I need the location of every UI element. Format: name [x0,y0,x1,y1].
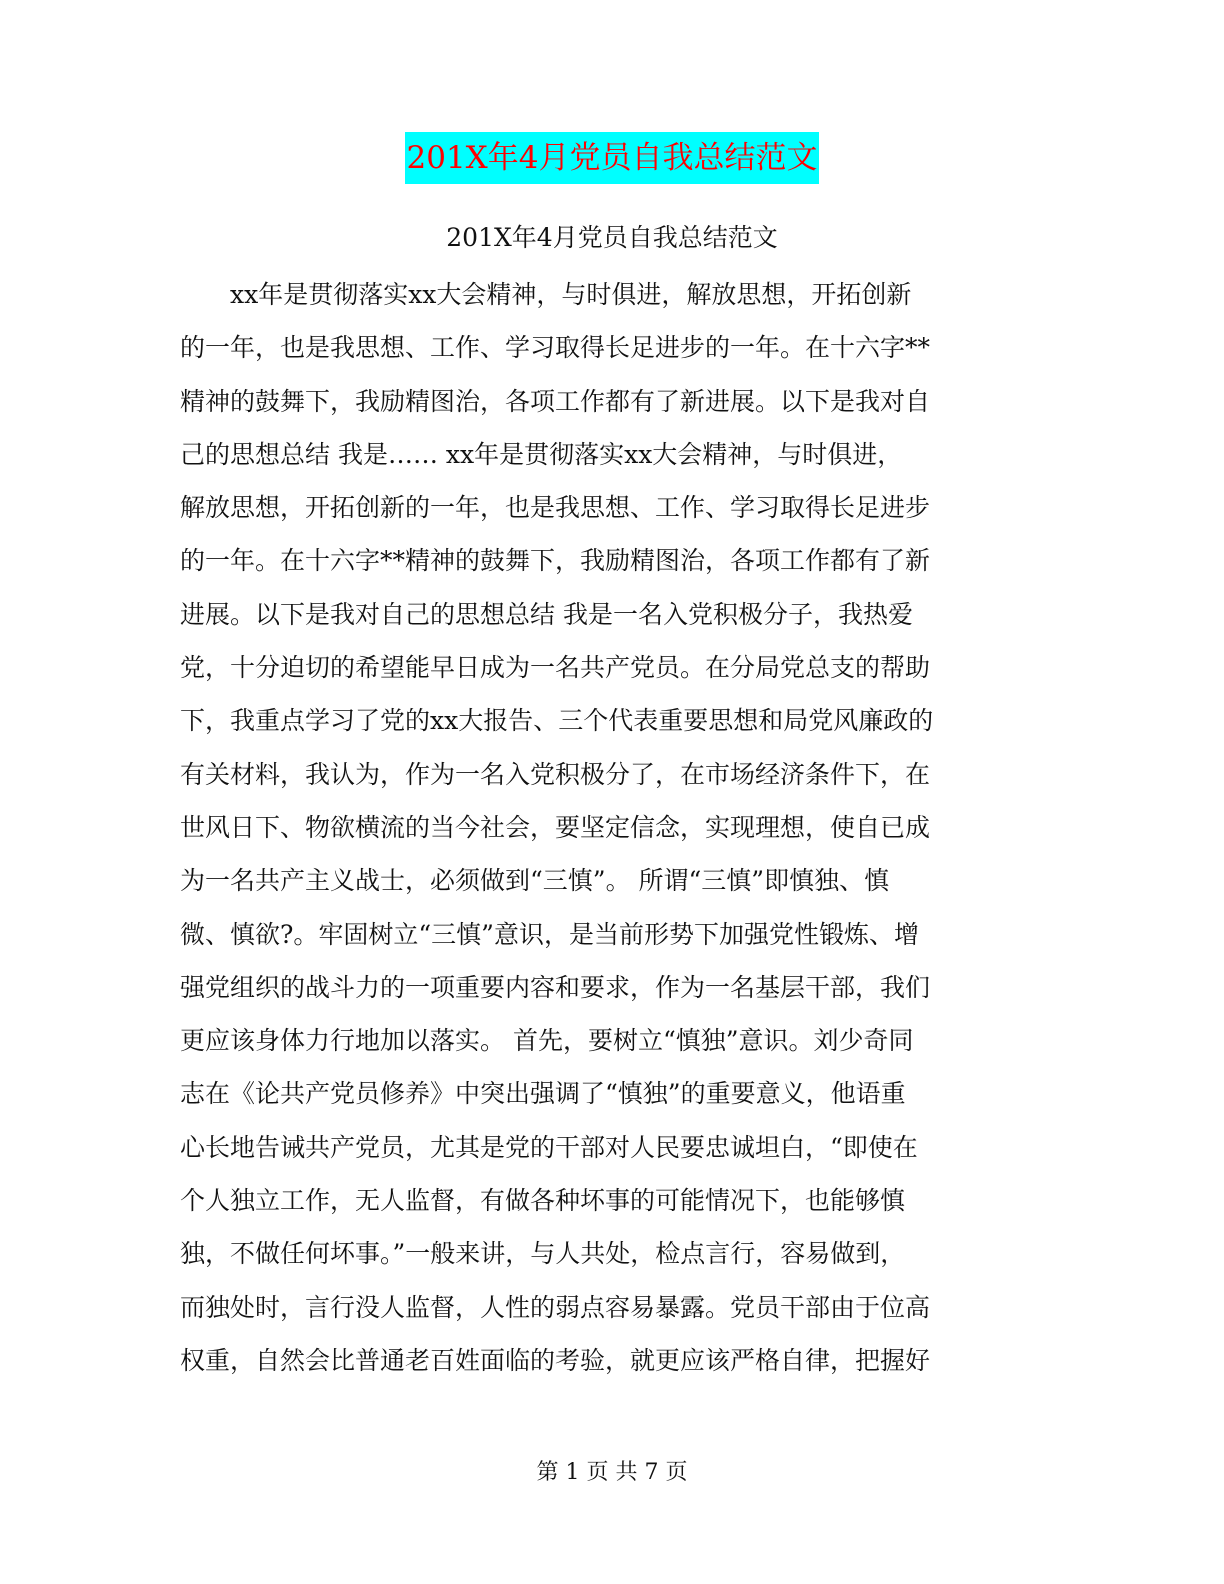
body-line: 独，不做任何坏事。”一般来讲，与人共处，检点言行，容易做到， [180,1239,906,1269]
document-title: 201X年4月党员自我总结范文 [405,132,820,184]
body-line: 的一年，也是我思想、工作、学习取得长足进步的一年。在十六字** [180,333,931,363]
body-line: 有关材料，我认为，作为一名入党积极分了，在市场经济条件下，在 [180,759,931,789]
body-line: 个人独立工作，无人监督，有做各种坏事的可能情况下，也能够慎 [180,1186,906,1216]
body-paragraph [180,268,1040,1387]
body-line: 更应该身体力行地加以落实。 首先，要树立“慎独”意识。刘少奇同 [180,1026,914,1056]
body-line: 权重，自然会比普通老百姓面临的考验，就更应该严格自律，把握好 [180,1345,931,1375]
body-line: xx年是贯彻落实xx大会精神，与时俱进，解放思想，开拓创新 [180,280,912,309]
title-container [0,132,1224,184]
body-line: 为一名共产主义战士，必须做到“三慎”。 所谓“三慎”即慎独、慎 [180,866,890,896]
body-line: 解放思想，开拓创新的一年，也是我思想、工作、学习取得长足进步 [180,493,931,523]
body-line: 党，十分迫切的希望能早日成为一名共产党员。在分局党总支的帮助 [180,653,931,683]
body-line: 世风日下、物欲横流的当今社会，要坚定信念，实现理想，使自已成 [180,812,931,842]
body-line: 进展。以下是我对自己的思想总结 我是一名入党积极分子，我热爱 [180,599,913,629]
body-line: 志在《论共产党员修养》中突出强调了“慎独”的重要意义，他语重 [180,1079,906,1109]
page-footer: 第 1 页 共 7 页 [536,1460,688,1485]
body-line: 微、慎欲?。牢固树立“三慎”意识，是当前形势下加强党性锻炼、增 [180,919,919,949]
body-line: 己的思想总结 我是…… xx年是贯彻落实xx大会精神，与时俱进， [180,439,903,469]
body-line: 下，我重点学习了党的xx大报告、三个代表重要思想和局党风廉政的 [180,706,934,736]
document-subtitle: 201X年4月党员自我总结范文 [446,223,778,252]
body-line: 精神的鼓舞下，我励精图治，各项工作都有了新进展。以下是我对自 [180,386,931,416]
body-line: 强党组织的战斗力的一项重要内容和要求，作为一名基层干部，我们 [180,972,931,1002]
body-line: 的一年。在十六字**精神的鼓舞下，我励精图治，各项工作都有了新 [180,546,931,576]
body-line: 心长地告诫共产党员，尤其是党的干部对人民要忠诚坦白，“即使在 [180,1132,918,1162]
body-line: 而独处时，言行没人监督，人性的弱点容易暴露。党员干部由于位高 [180,1292,931,1322]
